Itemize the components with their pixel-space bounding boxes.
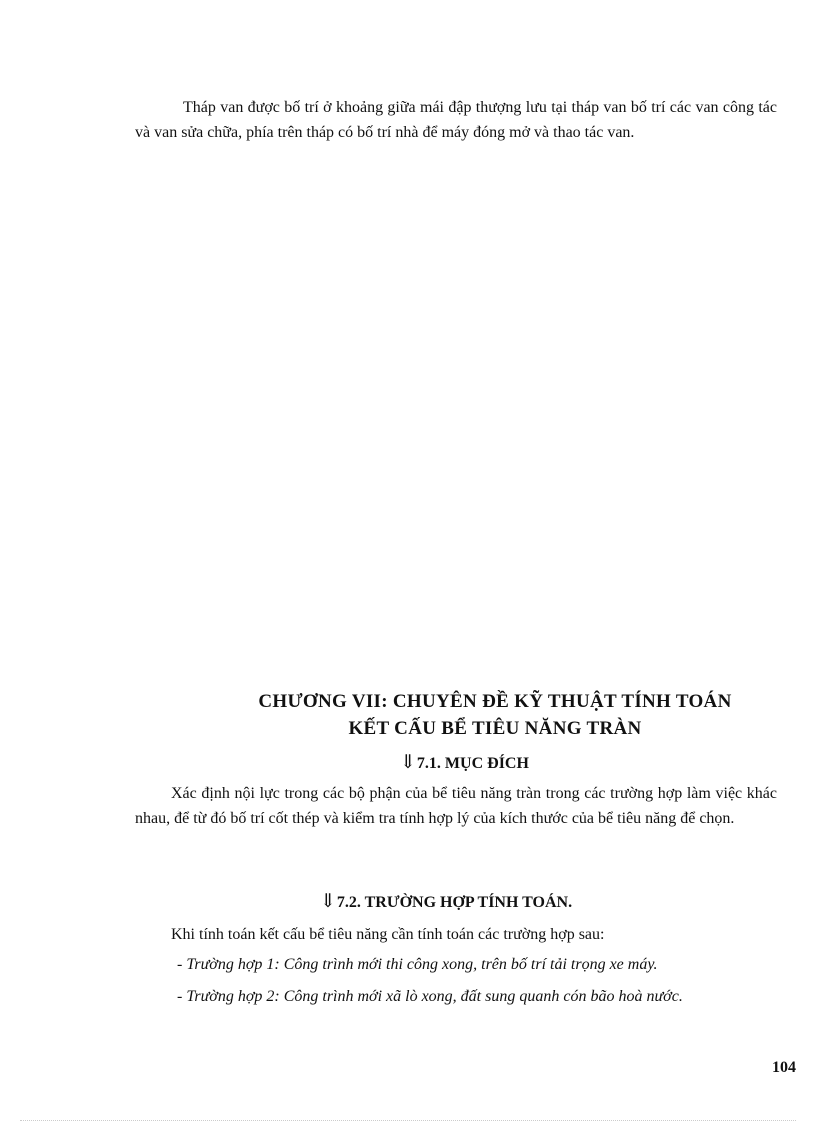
section-2-body <box>135 922 777 1010</box>
section-1-heading <box>400 752 529 775</box>
section-2-paragraph: Khi tính toán kết cấu bể tiêu năng cần tính toán các trường hợp sau: <box>171 926 605 943</box>
page-number: 104 <box>772 1059 796 1076</box>
chapter-title <box>135 688 816 742</box>
case-item-2: - Trường hợp 2: Công trình mới xã lò xong, đất sung quanh cón bão hoà nước. <box>177 988 683 1005</box>
section-1-body <box>135 781 777 831</box>
footer-divider <box>20 1120 796 1121</box>
chapter-title-line-2: KẾT CẤU BỂ TIÊU NĂNG TRÀN <box>348 718 642 739</box>
chapter-title-line-1: CHƯƠNG VII: CHUYÊN ĐỀ KỸ THUẬT TÍNH TOÁN <box>258 691 732 712</box>
intro-paragraph: Tháp van được bố trí ở khoảng giữa mái đập thượng lưu tại tháp van bố trí các van công tác và van sửa chữa, phía trên tháp có bố trí nhà để máy đóng mở và thao tác van. <box>135 99 777 141</box>
case-item-1: - Trường hợp 1: Công trình mới thi công xong, trên bố trí tải trọng xe máy. <box>177 956 658 973</box>
section-1-title: 7.1. MỤC ĐÍCH <box>416 755 529 772</box>
section-1-paragraph: Xác định nội lực trong các bộ phận của bể tiêu năng tràn trong các trường hợp làm việc khác nhau, để từ đó bố trí cốt thép và kiểm tra tính hợp lý của kích thước của bể tiêu năng để chọn. <box>135 785 777 827</box>
down-arrow-icon: ⇓ <box>400 752 416 773</box>
section-2-heading <box>320 891 572 914</box>
intro-section <box>135 95 777 145</box>
section-2-title: 7.2. TRƯỜNG HỢP TÍNH TOÁN. <box>336 894 573 911</box>
down-arrow-icon: ⇓ <box>320 891 336 912</box>
